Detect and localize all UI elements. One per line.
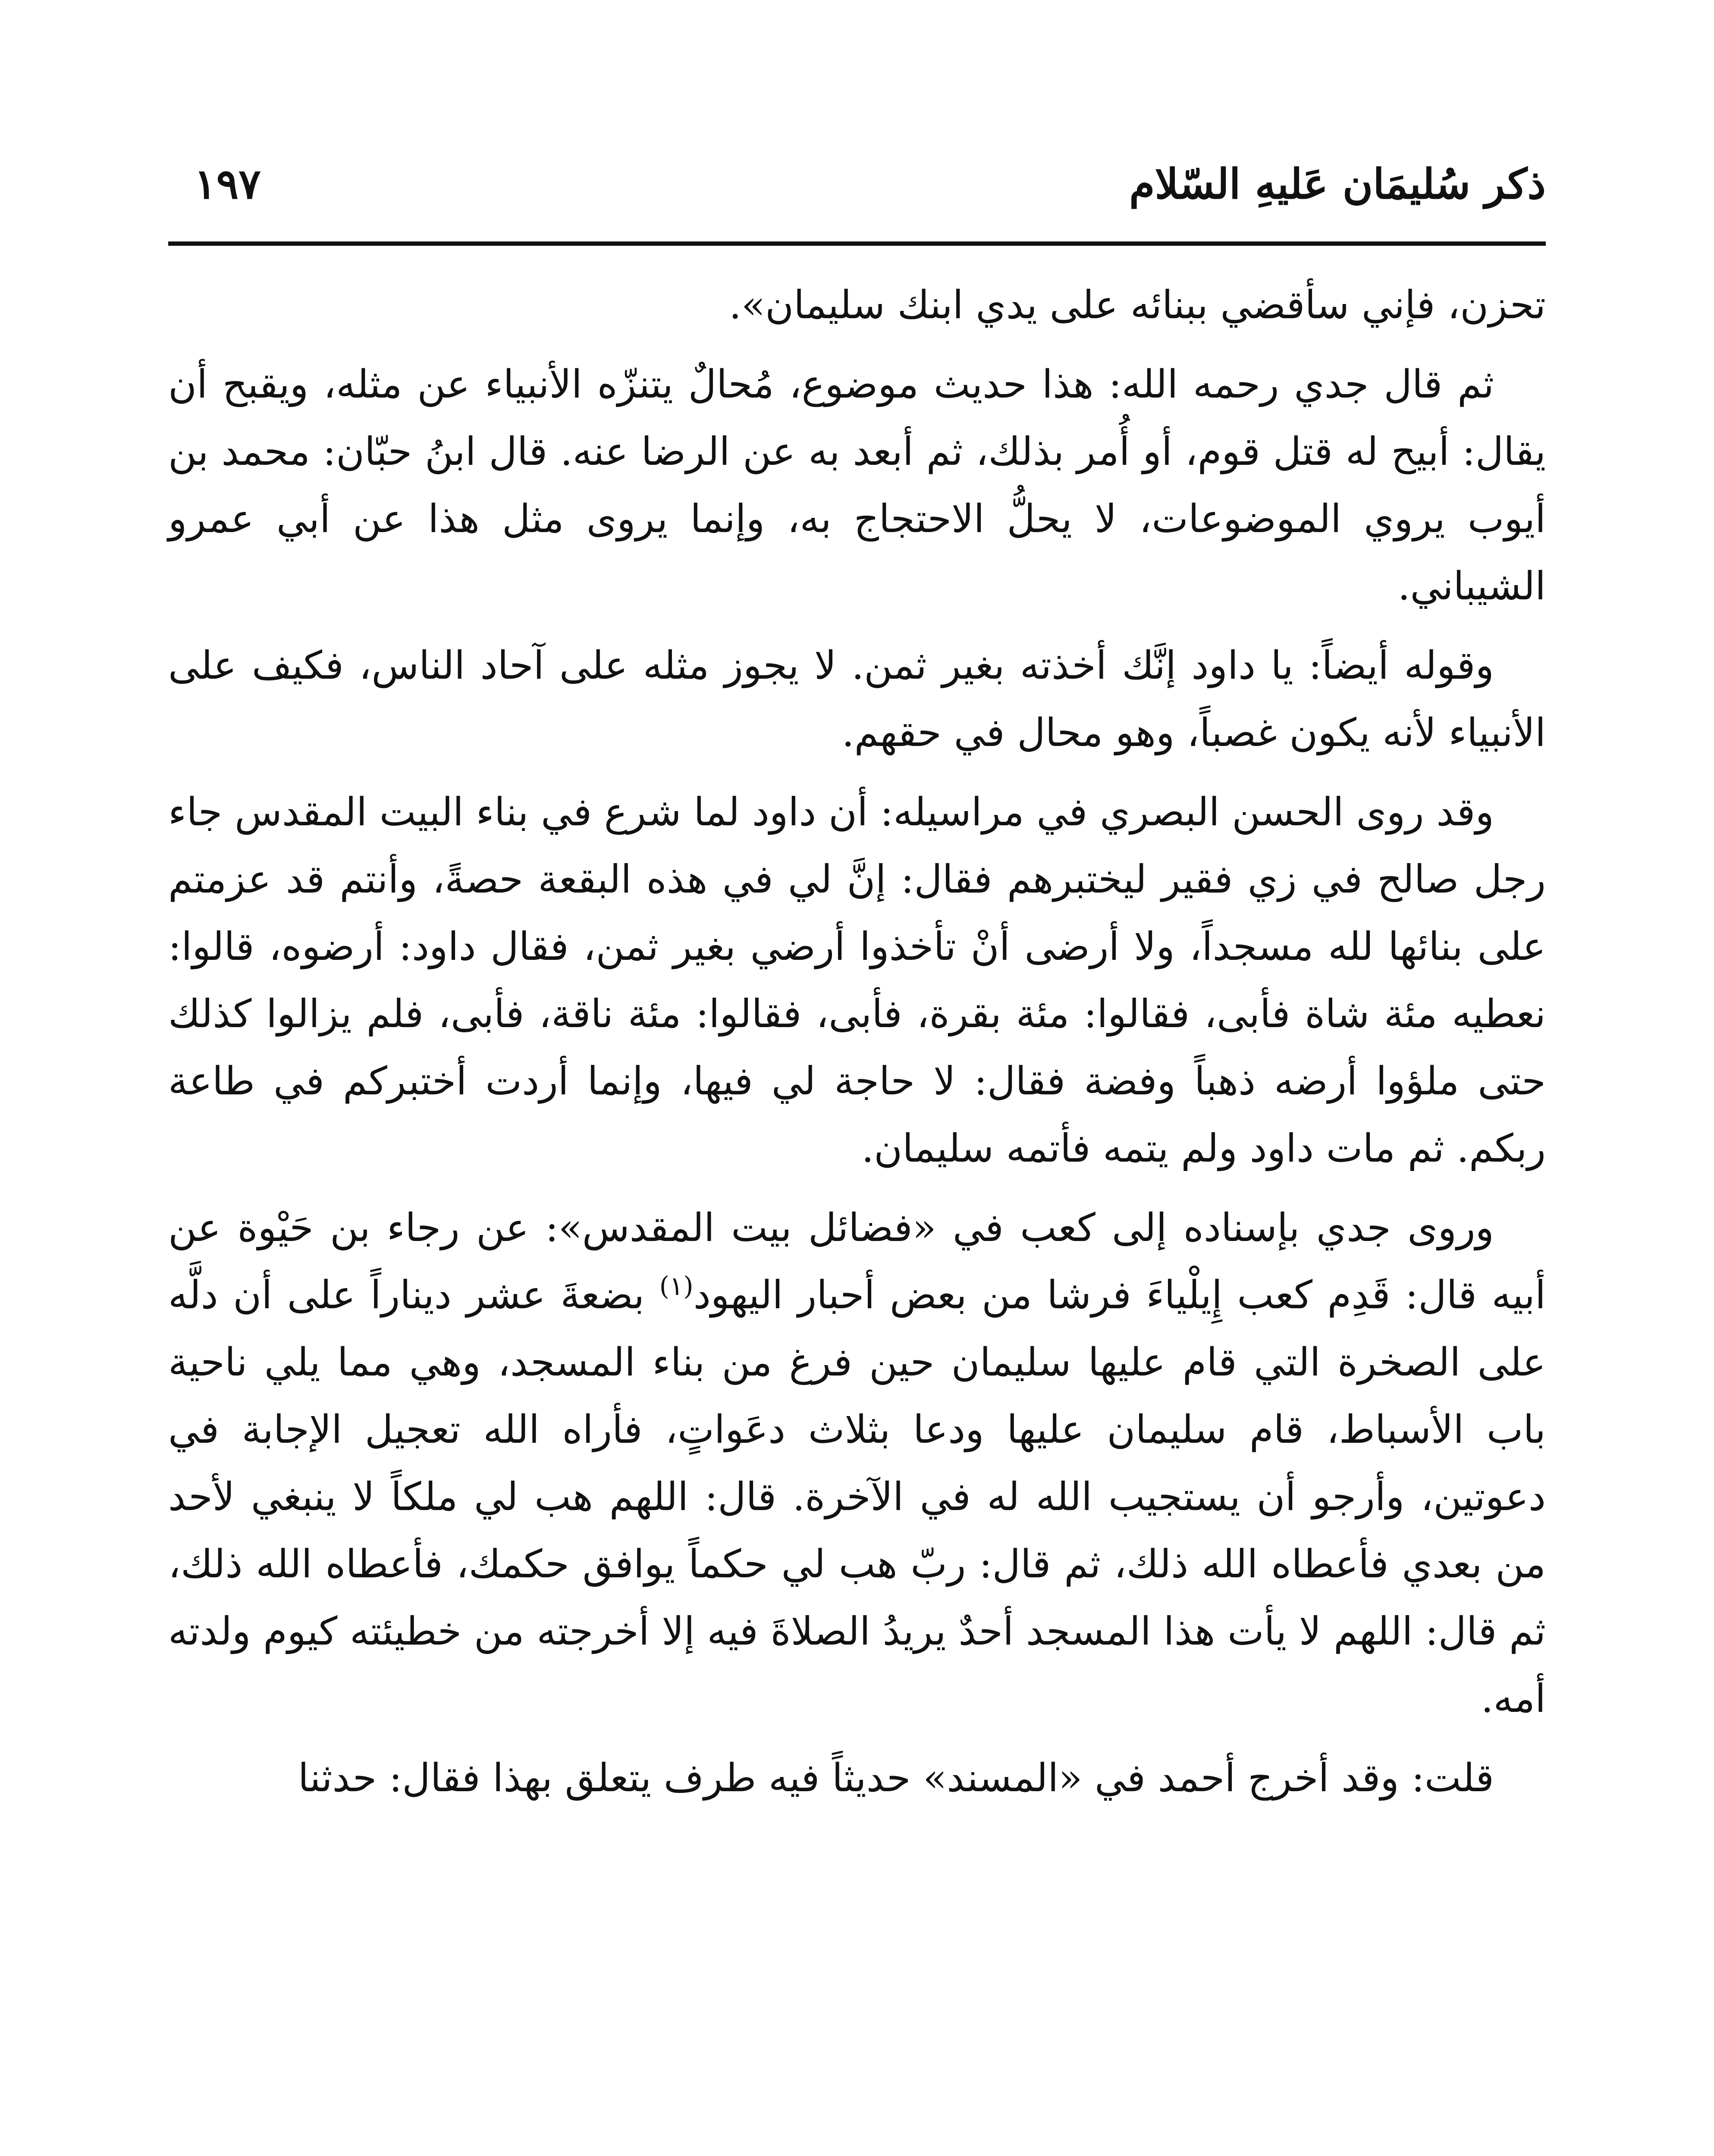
- paragraph-4: وقد روى الحسن البصري في مراسيله: أن داود لما شرع في بناء البيت المقدس جاء رجل صالح في زي فقير ليختبرهم فقال: إنَّ لي في هذه البقعة حصةً، وأنتم قد عزمتم على بنائها لله مسجداً، ولا أرضى أنْ تأخذوا أرضي بغير ثمن، فقال داود: أرضوه، قالوا: نعطيه مئة شاة فأبى، فقالوا: مئة بقرة، فأبى، فقالوا: مئة ناقة، فأبى، فلم يزالوا كذلك حتى ملؤوا أرضه ذهباً وفضة فقال: لا حاجة لي فيها، وإنما أردت أختبركم في طاعة ربكم. ثم مات داود ولم يتمه فأتمه سليمان.: [168, 790, 1546, 1171]
- paragraph-5: [168, 1194, 1546, 1733]
- page-number: ١٩٧: [194, 160, 261, 208]
- paragraph-6: قلت: وقد أخرج أحمد في «المسند» حديثاً فيه طرف يتعلق بهذا فقال: حدثنا: [298, 1755, 1494, 1801]
- running-header: [168, 155, 1546, 220]
- running-title: ذكر سُليمَان عَليهِ السّلام: [1129, 160, 1546, 208]
- paragraph-5-part-1: وروى جدي بإسناده إلى كعب في «فضائل بيت المقدس»: عن رجاء بن حَيْوة عن أبيه قال: قَدِم كعب إِيلْياءَ فرشا من بعض أحبار اليهود: [168, 1205, 1546, 1318]
- paragraph-1: تحزن، فإني سأقضي ببنائه على يدي ابنك سليمان».: [729, 282, 1546, 328]
- paragraph-2: ثم قال جدي رحمه الله: هذا حديث موضوع، مُحالٌ يتنزّه الأنبياء عن مثله، ويقبح أن يقال: أبيح له قتل قوم، أو أُمر بذلك، ثم أبعد به عن الرضا عنه. قال ابنُ حبّان: محمد بن أيوب يروي الموضوعات، لا يحلُّ الاحتجاج به، وإنما يروى مثل هذا عن أبي عمرو الشيباني.: [168, 362, 1546, 609]
- paragraph-3: وقوله أيضاً: يا داود إنَّك أخذته بغير ثمن. لا يجوز مثله على آحاد الناس، فكيف على الأنبياء لأنه يكون غصباً، وهو محال في حقهم.: [168, 643, 1546, 755]
- header-divider: [168, 241, 1546, 246]
- main-text: [168, 272, 1546, 1824]
- paragraph-5-part-2: بضعةَ عشر ديناراً على أن دلَّه على الصخرة التي قام عليها سليمان حين فرغ من بناء المسجد، وهي مما يلي ناحية باب الأسباط، قام سليمان عليها ودعا بثلاث دعَواتٍ، فأراه الله تعجيل الإجابة في دعوتين، وأرجو أن يستجيب الله له في الآخرة. قال: اللهم هب لي ملكاً لا ينبغي لأحد من بعدي فأعطاه الله ذلك، ثم قال: ربّ هب لي حكماً يوافق حكمك، فأعطاه الله ذلك، ثم قال: اللهم لا يأت هذا المسجد أحدٌ يريدُ الصلاةَ فيه إلا أخرجته من خطيئته كيوم ولدته أمه.: [168, 1272, 1546, 1721]
- footnote-marker: (١): [659, 1271, 694, 1301]
